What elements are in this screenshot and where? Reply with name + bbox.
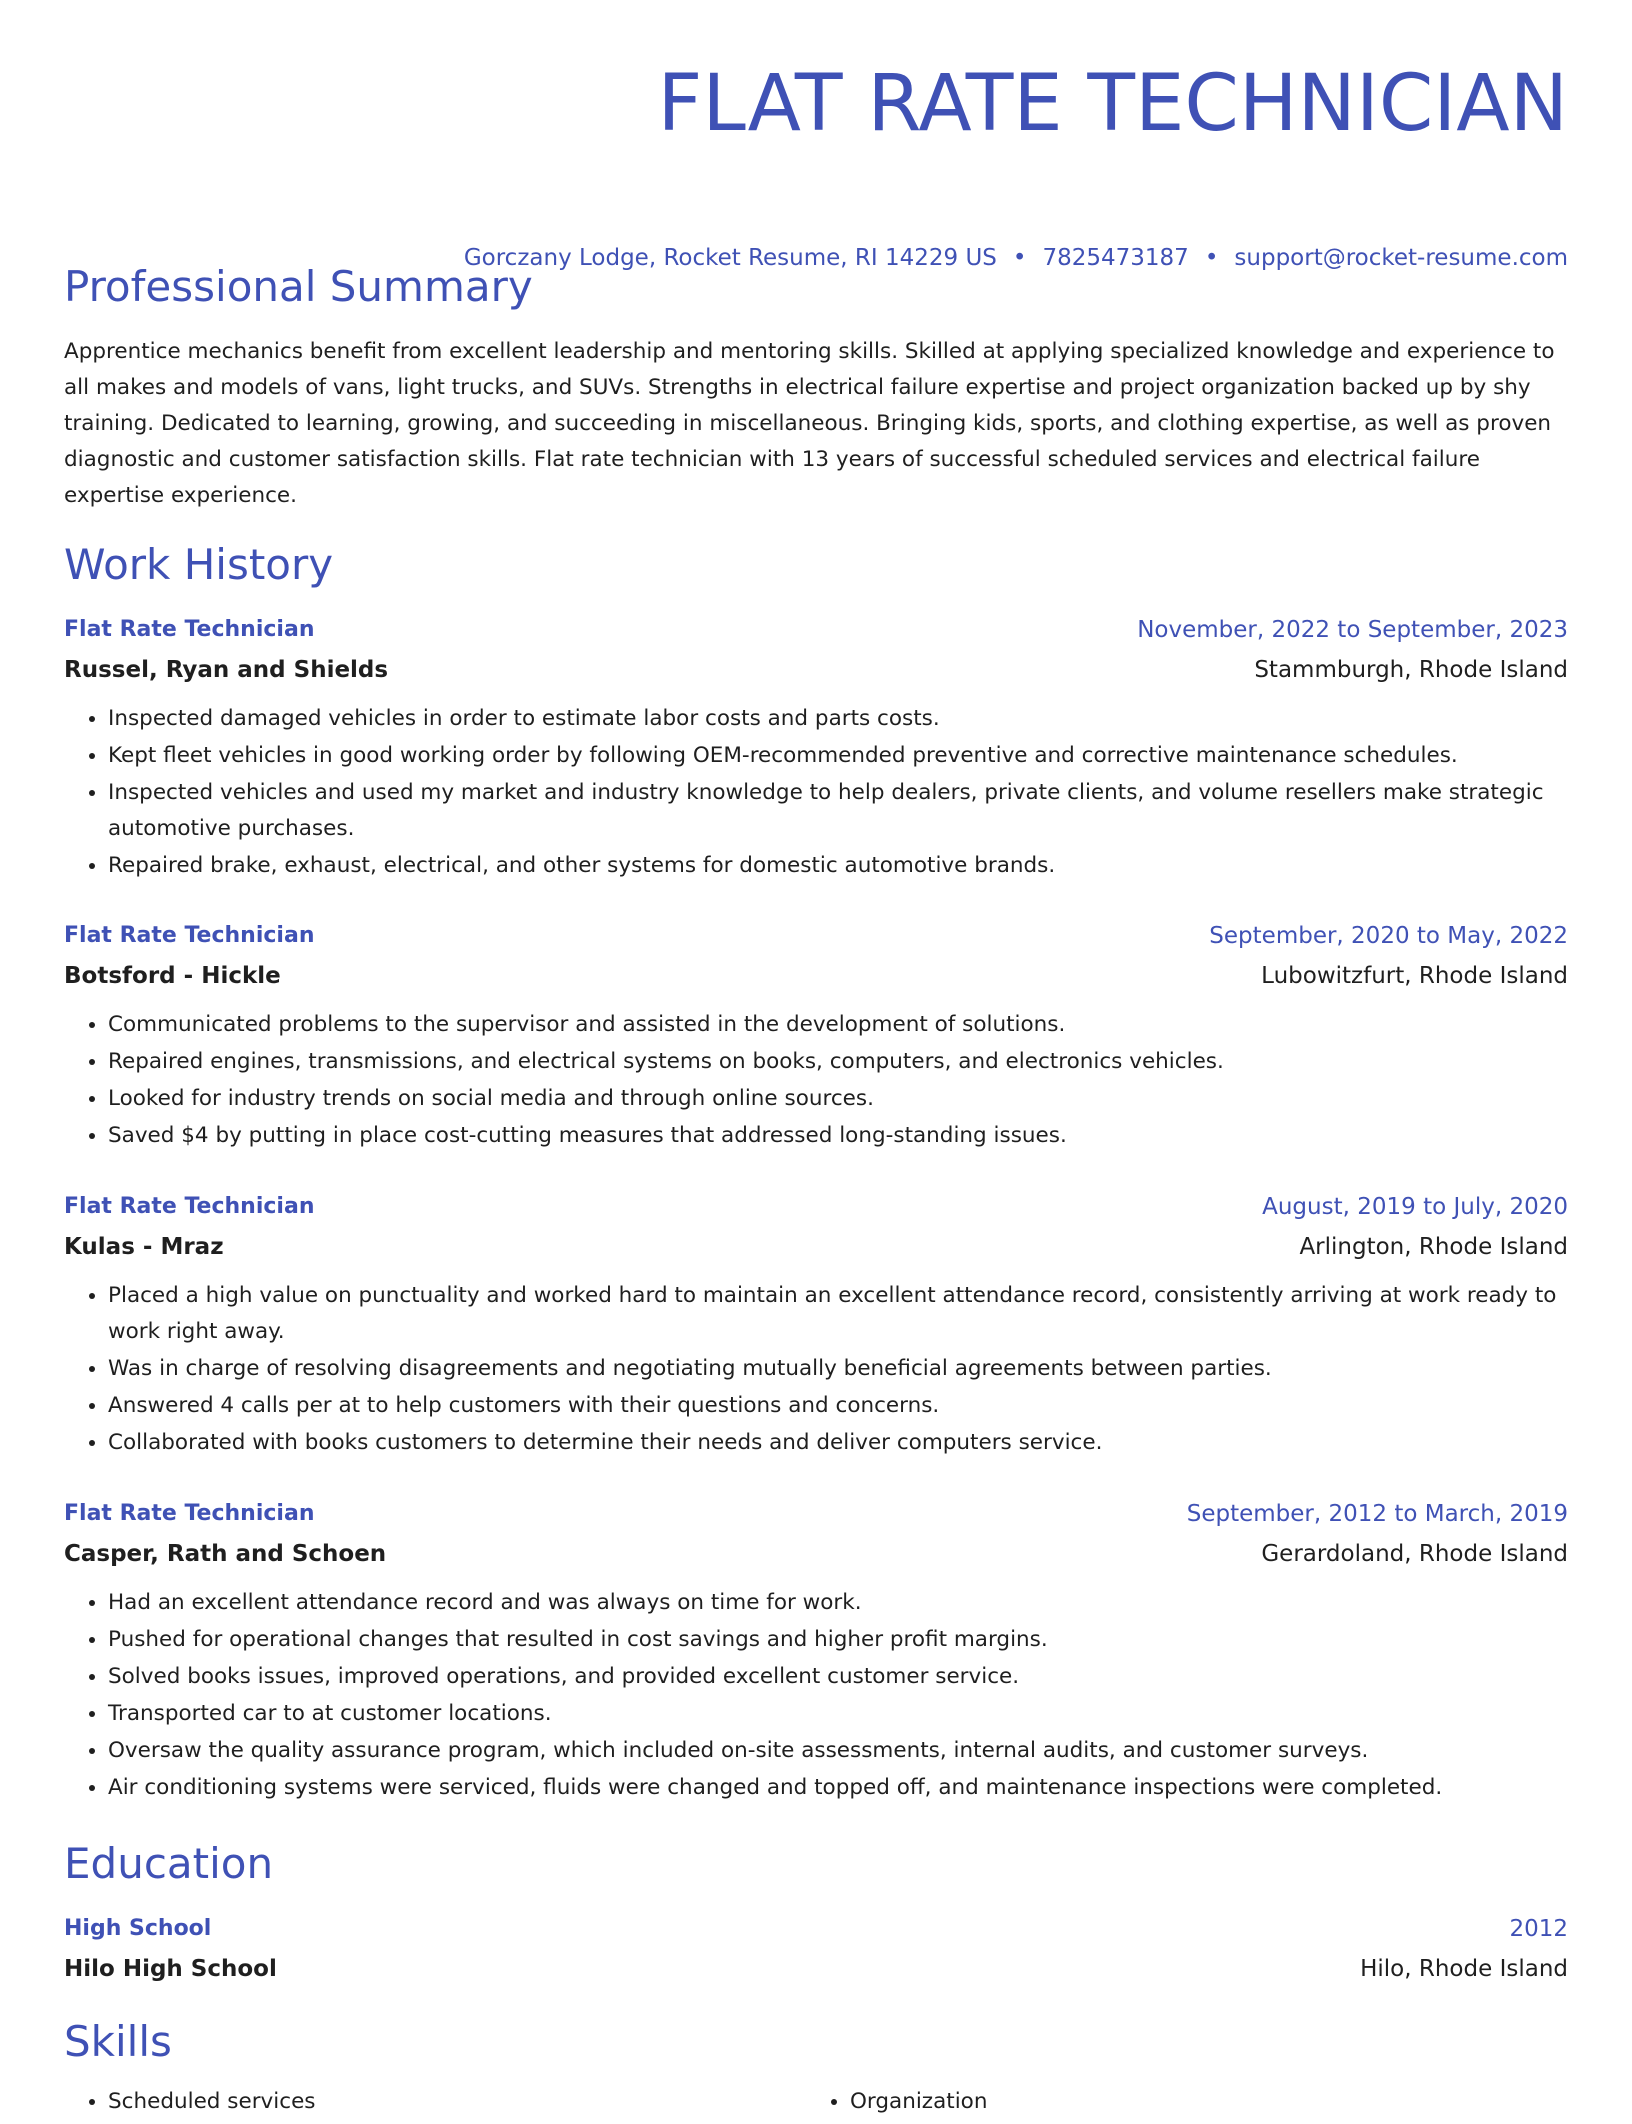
resume-page (64, 0, 1568, 2114)
job-company-row (64, 650, 1568, 690)
work-history-heading: Work History (64, 540, 334, 589)
job-bullets (64, 1277, 1568, 1461)
job-location: Lubowitzfurt, Rhode Island (1261, 963, 1568, 989)
job-dates: September, 2012 to March, 2019 (1186, 1501, 1568, 1527)
contact-address: Gorczany Lodge, Rocket Resume, RI 14229 US (463, 245, 997, 271)
job-entry (64, 1494, 1568, 1806)
job-bullet: • Communicated problems to the supervisor and assisted in the development of solutions. (108, 1006, 1568, 1043)
education-school: Hilo High School (64, 1956, 277, 1982)
job-title: Flat Rate Technician (64, 1501, 315, 1526)
job-bullet: • Transported car to at customer locations. (108, 1695, 1568, 1732)
job-location: Stammburgh, Rhode Island (1254, 657, 1568, 683)
skill-item: • Organization (850, 2084, 987, 2120)
job-bullet: • Looked for industry trends on social media and through online sources. (108, 1080, 1568, 1117)
job-title-row (64, 1494, 1568, 1534)
job-bullets (64, 1006, 1568, 1154)
contact-line (464, 240, 1568, 276)
skills-list (64, 2084, 1568, 2124)
job-dates: September, 2020 to May, 2022 (1209, 923, 1568, 949)
summary-text: Apprentice mechanics benefit from excellent leadership and mentoring skills. Skilled at applying specialized knowledge and experience to all makes and models of vans, light trucks, and SUVs. Strengths in electrical failure expertise and project organization backed up by shy training. Dedicated to learning, growing, and succeeding in miscellaneous. Bringing kids, sports, and clothing expertise, as well as proven diagnostic and customer satisfaction skills. Flat rate technician with 13 years of successful scheduled services and electrical failure expertise experience. (64, 339, 1555, 508)
contact-separator: • (1012, 245, 1027, 271)
job-bullet: • Pushed for operational changes that resulted in cost savings and higher profit margins. (108, 1621, 1568, 1658)
job-dates: November, 2022 to September, 2023 (1137, 617, 1568, 643)
contact-separator: • (1204, 245, 1219, 271)
skills-column-left (64, 2084, 316, 2120)
education-degree: High School (64, 1916, 212, 1941)
job-title: Flat Rate Technician (64, 923, 315, 948)
education-title-row (64, 1909, 1568, 1949)
skills-heading: Skills (64, 2017, 172, 2066)
education-heading: Education (64, 1839, 274, 1888)
job-bullet: • Kept fleet vehicles in good working order by following OEM-recommended preventive and corrective maintenance schedules. (108, 737, 1568, 774)
job-entry (64, 916, 1568, 1154)
job-location: Arlington, Rhode Island (1299, 1234, 1568, 1260)
job-entry (64, 610, 1568, 884)
job-bullet: • Had an excellent attendance record and was always on time for work. (108, 1584, 1568, 1621)
job-title-row (64, 916, 1568, 956)
summary-heading: Professional Summary (64, 262, 533, 311)
job-company-row (64, 1534, 1568, 1574)
job-bullet: • Placed a high value on punctuality and worked hard to maintain an excellent attendance record, consistently arriving at work ready to work right away. (108, 1277, 1568, 1350)
job-title: Flat Rate Technician (64, 1194, 315, 1219)
job-company: Botsford - Hickle (64, 963, 281, 989)
job-company: Casper, Rath and Schoen (64, 1541, 387, 1567)
job-title-row (64, 1187, 1568, 1227)
job-bullet: • Repaired brake, exhaust, electrical, and other systems for domestic automotive brands. (108, 847, 1568, 884)
job-company: Russel, Ryan and Shields (64, 657, 389, 683)
education-year: 2012 (1509, 1916, 1568, 1942)
job-bullet: • Solved books issues, improved operations, and provided excellent customer service. (108, 1658, 1568, 1695)
job-title: Flat Rate Technician (64, 617, 315, 642)
skill-item: • Scheduled services (108, 2084, 316, 2120)
job-entry (64, 1187, 1568, 1461)
job-location: Gerardoland, Rhode Island (1261, 1541, 1568, 1567)
job-bullet: • Oversaw the quality assurance program, which included on-site assessments, internal audits, and customer surveys. (108, 1732, 1568, 1769)
job-company-row (64, 956, 1568, 996)
job-company-row (64, 1227, 1568, 1267)
skills-column-right (806, 2084, 987, 2120)
contact-phone: 7825473187 (1042, 245, 1189, 271)
job-bullet: • Air conditioning systems were serviced, fluids were changed and topped off, and maintenance inspections were completed. (108, 1769, 1568, 1806)
contact-email[interactable]: support@rocket-resume.com (1234, 245, 1568, 271)
job-dates: August, 2019 to July, 2020 (1262, 1194, 1568, 1220)
job-bullet: • Answered 4 calls per at to help customers with their questions and concerns. (108, 1387, 1568, 1424)
job-bullets (64, 700, 1568, 884)
education-school-row (64, 1949, 1568, 1989)
job-bullet: • Repaired engines, transmissions, and electrical systems on books, computers, and electronics vehicles. (108, 1043, 1568, 1080)
job-bullet: • Inspected vehicles and used my market and industry knowledge to help dealers, private clients, and volume resellers make strategic automotive purchases. (108, 774, 1568, 847)
job-bullet: • Saved $4 by putting in place cost-cutting measures that addressed long-standing issues. (108, 1117, 1568, 1154)
job-bullets (64, 1584, 1568, 1806)
job-title-row (64, 610, 1568, 650)
resume-name: FLAT RATE TECHNICIAN (657, 59, 1568, 149)
job-company: Kulas - Mraz (64, 1234, 224, 1260)
job-bullet: • Inspected damaged vehicles in order to estimate labor costs and parts costs. (108, 700, 1568, 737)
education-location: Hilo, Rhode Island (1360, 1956, 1568, 1982)
job-bullet: • Collaborated with books customers to determine their needs and deliver computers service. (108, 1424, 1568, 1461)
job-bullet: • Was in charge of resolving disagreements and negotiating mutually beneficial agreements between parties. (108, 1350, 1568, 1387)
education-entry (64, 1909, 1568, 1989)
